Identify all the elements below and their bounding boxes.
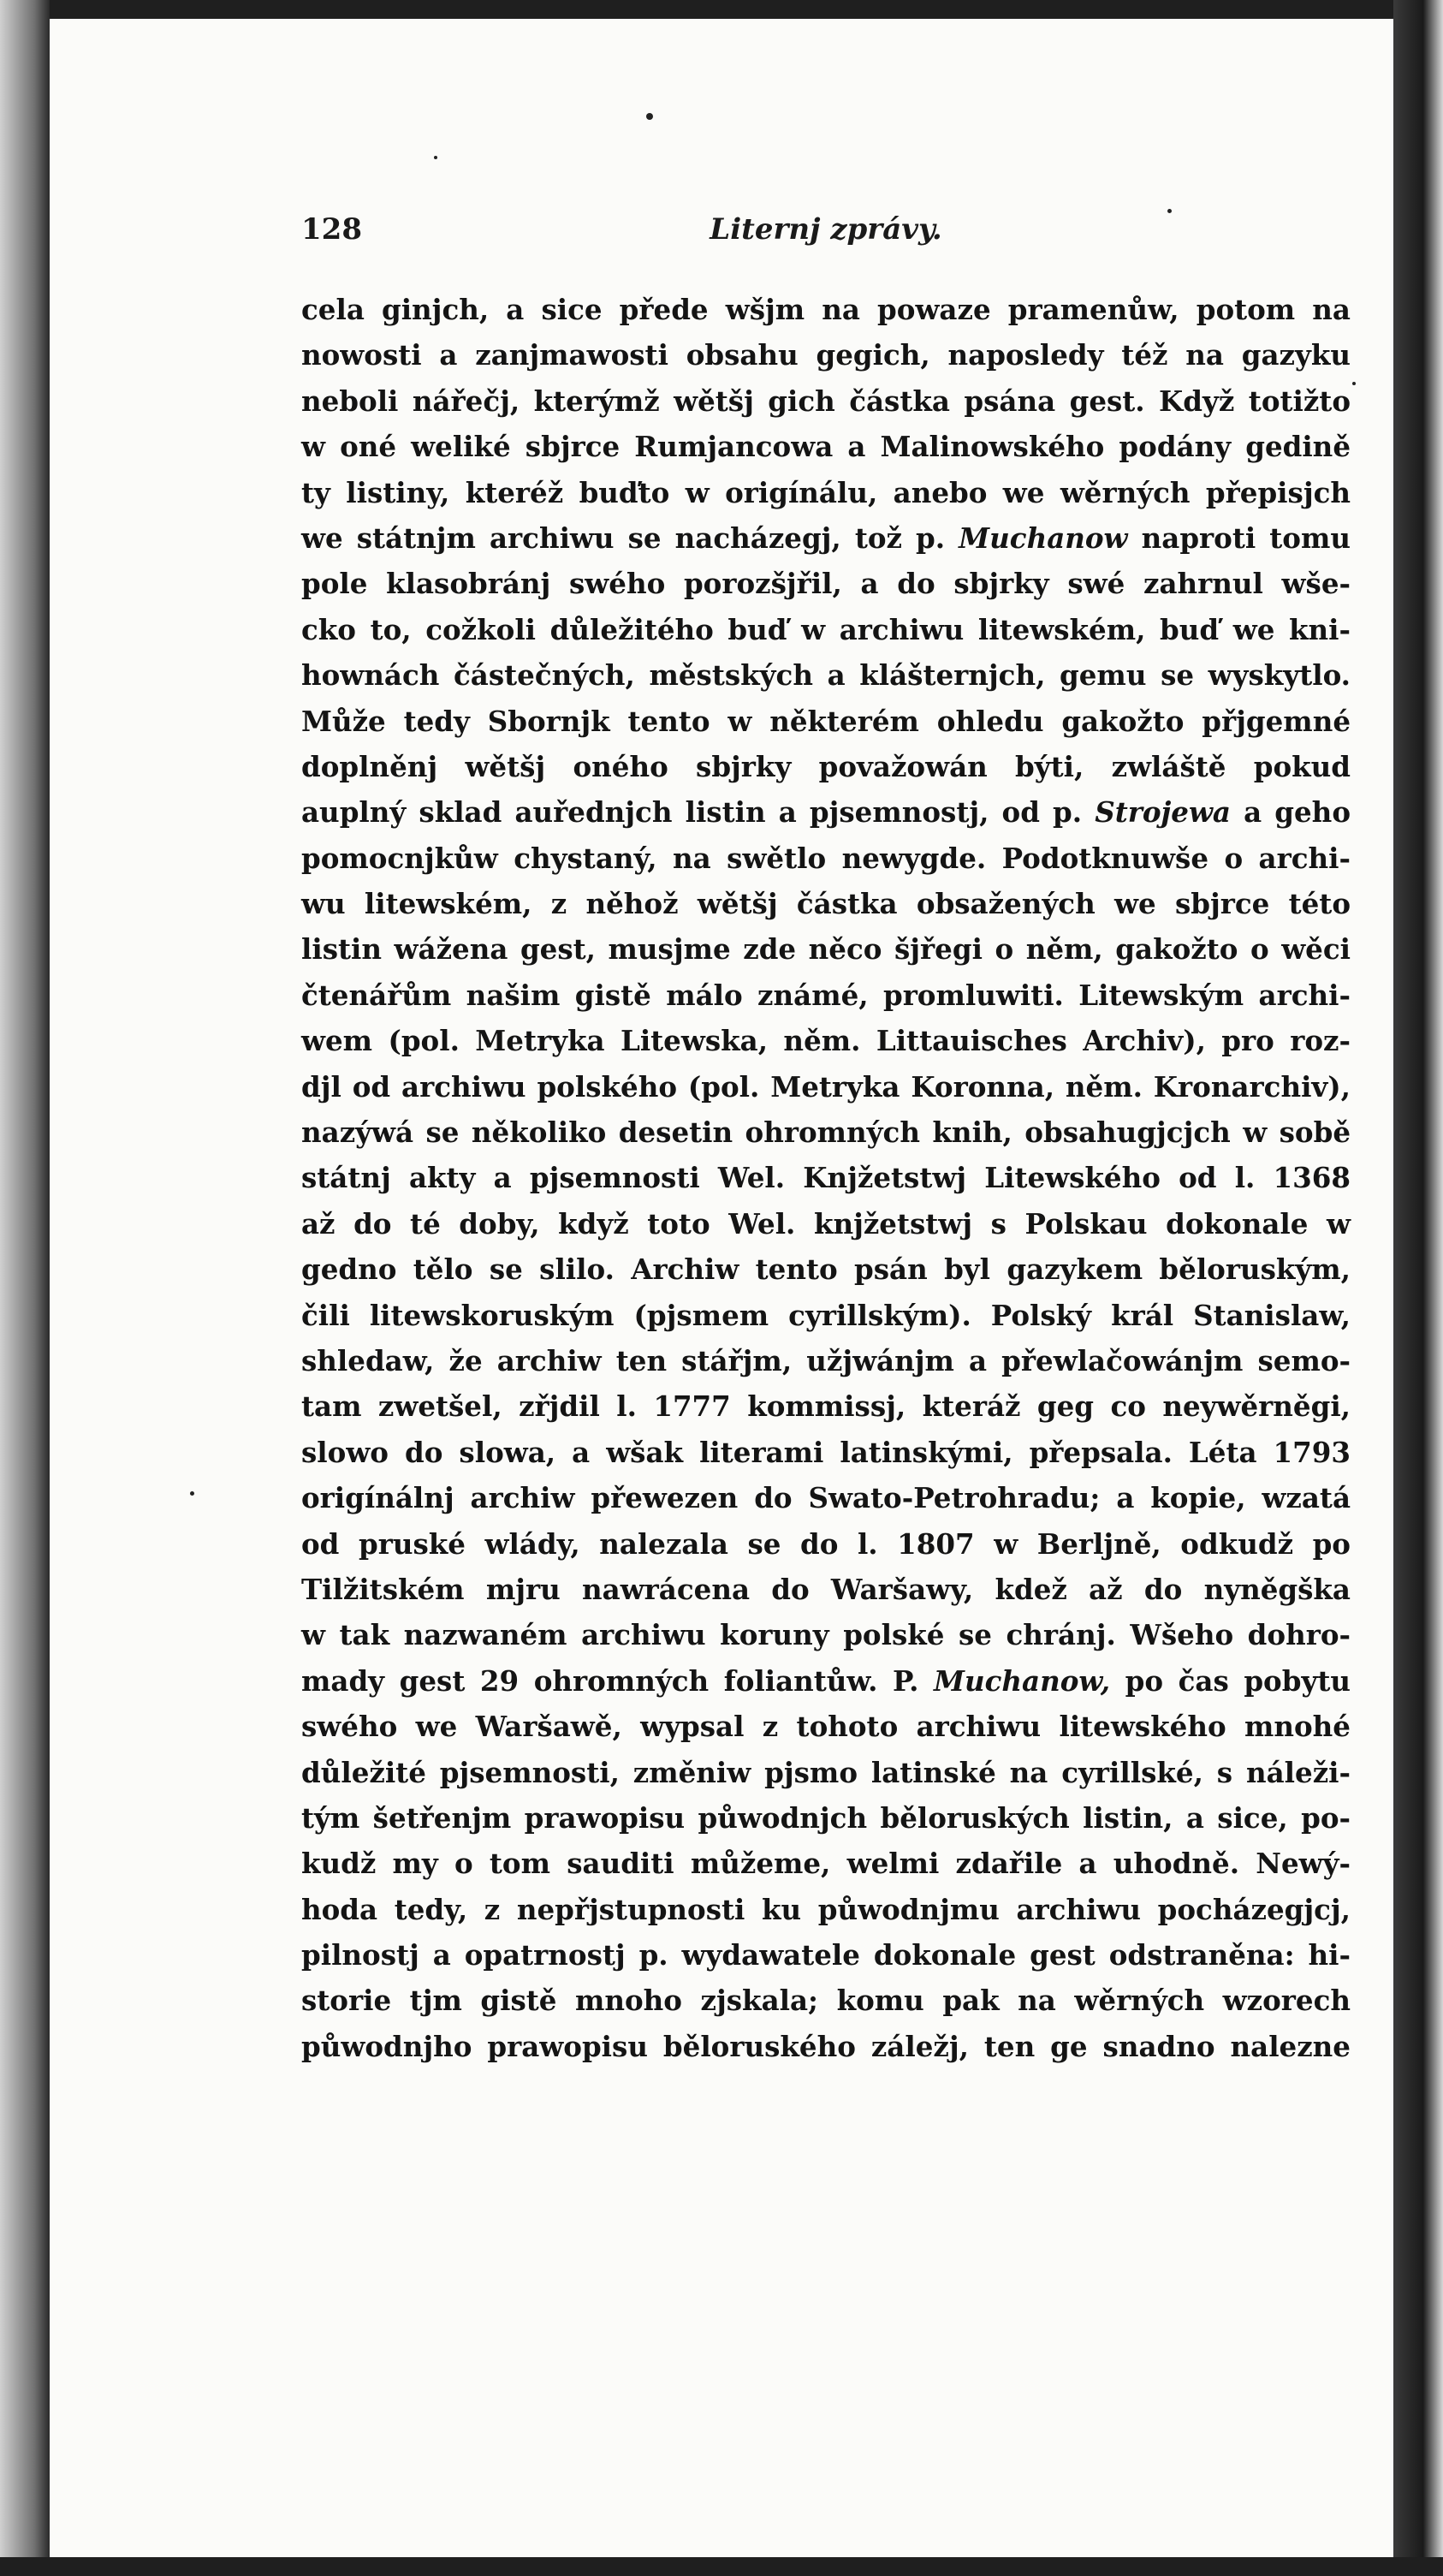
text-segment: cko to, cožkoli důležitého buď w archiwu litewském, buď we kni- bbox=[301, 612, 1351, 646]
text-segment: naproti tomu bbox=[1127, 521, 1351, 555]
text-segment: a geho bbox=[1230, 795, 1351, 830]
speck bbox=[190, 1491, 194, 1496]
text-segment: listin wážena gest, musjme zde něco šjřegi o něm, gakožto o wěci bbox=[301, 932, 1351, 967]
speck bbox=[646, 113, 653, 120]
text-segment: ty listiny, kteréž buďto w origínálu, anebo we wěrných přepisjch bbox=[301, 475, 1351, 509]
text-line bbox=[301, 1704, 1351, 1749]
text-segment: státnj akty a pjsemnosti Wel. Knjžetstwj Litewského od l. 1368 bbox=[301, 1161, 1351, 1195]
text-line bbox=[301, 1293, 1351, 1338]
text-line bbox=[301, 515, 1351, 561]
text-segment: slowo do slowa, a wšak literami latinskými, přepsala. Léta 1793 bbox=[301, 1435, 1351, 1469]
text-line bbox=[301, 1841, 1351, 1886]
text-line bbox=[301, 561, 1351, 606]
text-line bbox=[301, 1612, 1351, 1657]
text-line bbox=[301, 744, 1351, 789]
text-line bbox=[301, 424, 1351, 469]
text-line bbox=[301, 378, 1351, 424]
text-segment: storie tjm gistě mnoho zjskala; komu pak na wěrných wzorech bbox=[301, 1984, 1351, 2018]
text-line bbox=[301, 836, 1351, 881]
text-segment: kudž my o tom sauditi můžeme, welmi zdařile a uhodně. Newý- bbox=[301, 1847, 1351, 1881]
text-line bbox=[301, 1018, 1351, 1063]
text-segment: neboli nářečj, kterýmž wětšj gich částka psána gest. Když totižto bbox=[301, 384, 1351, 418]
text-segment: tým šetřenjm prawopisu půwodnjch běloruských listin, a sice, po- bbox=[301, 1800, 1351, 1835]
page-number: 128 bbox=[301, 212, 362, 247]
text-line bbox=[301, 1887, 1351, 1932]
text-segment: nazýwá se několiko desetin ohromných knih, obsahugjcjch w sobě bbox=[301, 1115, 1351, 1150]
text-segment: čili litewskoruským (pjsmem cyrillským). Polský král Stanislaw, bbox=[301, 1298, 1351, 1332]
text-segment: swého we Waršawě, wypsal z tohoto archiwu litewského mnohé bbox=[301, 1710, 1351, 1744]
text-segment: půwodnjho prawopisu běloruského záležj, ten ge snadno nalezne bbox=[301, 2029, 1351, 2063]
text-line bbox=[301, 789, 1351, 835]
text-segment: mady gest 29 ohromných foliantůw. P. bbox=[301, 1663, 934, 1698]
scan-border-left bbox=[0, 0, 50, 2576]
text-segment: cela ginjch, a sice přede wšjm na powaze pramenůw, potom na bbox=[301, 293, 1351, 326]
text-line bbox=[301, 1110, 1351, 1155]
text-line bbox=[301, 2024, 1351, 2069]
text-line bbox=[301, 1795, 1351, 1841]
text-line bbox=[301, 1246, 1351, 1292]
text-segment: we státnjm archiwu se nacházegj, tož p. bbox=[301, 521, 959, 555]
text-line bbox=[301, 881, 1351, 926]
text-segment: pilnostj a opatrnostj p. wydawatele dokonale gest odstraněna: hi- bbox=[301, 1938, 1351, 1972]
text-line bbox=[301, 1338, 1351, 1383]
text-segment: důležité pjsemnosti, změniw pjsmo latinské na cyrillské, s náleži- bbox=[301, 1755, 1351, 1789]
text-line bbox=[301, 607, 1351, 652]
text-segment: wem (pol. Metryka Litewska, něm. Littauisches Archiv), pro roz- bbox=[301, 1024, 1351, 1058]
text-segment: po čas pobytu bbox=[1110, 1663, 1351, 1698]
body-text bbox=[301, 287, 1351, 2069]
text-segment: wu litewském, z něhož wětšj částka obsažených we sbjrce této bbox=[301, 887, 1351, 921]
text-line bbox=[301, 332, 1351, 378]
text-line bbox=[301, 1155, 1351, 1200]
text-segment: shledaw, že archiw ten stářjm, užjwánjm a přewlačowánjm semo- bbox=[301, 1343, 1351, 1377]
text-line bbox=[301, 1978, 1351, 2023]
text-line bbox=[301, 1475, 1351, 1520]
text-line bbox=[301, 1430, 1351, 1475]
author-name: Strojewa bbox=[1095, 795, 1231, 830]
text-segment: origínálnj archiw přewezen do Swato-Petrohradu; a kopie, wzatá bbox=[301, 1481, 1351, 1515]
scan-border-top bbox=[0, 0, 1443, 19]
author-name: Muchanow, bbox=[934, 1663, 1111, 1698]
text-segment: nowosti a zanjmawosti obsahu gegich, naposledy též na gazyku bbox=[301, 338, 1351, 372]
text-segment: od pruské wlády, nalezala se do l. 1807 w Berljně, odkudž po bbox=[301, 1526, 1351, 1561]
text-line bbox=[301, 652, 1351, 698]
text-segment: auplný sklad auřednjch listin a pjsemnostj, od p. bbox=[301, 795, 1096, 830]
text-segment: hoda tedy, z nepřjstupnosti ku půwodnjmu archiwu pocházegjcj, bbox=[301, 1892, 1351, 1926]
text-segment: čtenářům našim gistě málo známé, promluwiti. Litewským archi- bbox=[301, 978, 1351, 1012]
author-name: Muchanow bbox=[959, 521, 1128, 555]
scan-border-right bbox=[1393, 0, 1443, 2576]
text-line bbox=[301, 287, 1351, 332]
speck bbox=[434, 156, 437, 159]
text-segment: Může tedy Sbornjk tento w některém ohledu gakožto přjgemné bbox=[301, 704, 1351, 738]
text-segment: w tak nazwaném archiwu koruny polské se chránj. Wšeho dohro- bbox=[301, 1618, 1351, 1652]
text-segment: pomocnjkůw chystaný, na swětlo newygde. Podotknuwše o archi- bbox=[301, 841, 1351, 875]
text-line bbox=[301, 973, 1351, 1018]
text-segment: až do té doby, když toto Wel. knjžetstwj s Polskau dokonale w bbox=[301, 1206, 1351, 1240]
text-segment: djl od archiwu polského (pol. Metryka Koronna, něm. Kronarchiv), bbox=[301, 1069, 1351, 1104]
text-segment: Tilžitském mjru nawrácena do Waršawy, kdež až do nyněgška bbox=[301, 1572, 1351, 1606]
text-line bbox=[301, 1658, 1351, 1704]
text-line bbox=[301, 1064, 1351, 1110]
text-line bbox=[301, 699, 1351, 744]
text-segment: pole klasobránj swého porozšjřil, a do sbjrky swé zahrnul wše- bbox=[301, 567, 1351, 601]
scan-border-bottom bbox=[0, 2557, 1443, 2576]
text-line bbox=[301, 1750, 1351, 1795]
speck bbox=[1352, 382, 1356, 385]
text-line bbox=[301, 1932, 1351, 1978]
text-segment: doplněnj wětšj oného sbjrky považowán býti, zwláště pokud bbox=[301, 749, 1351, 783]
running-title: Liternj zprávy. bbox=[710, 212, 942, 247]
text-segment: gedno tělo se slilo. Archiw tento psán byl gazykem běloruským, bbox=[301, 1252, 1351, 1287]
text-line bbox=[301, 470, 1351, 515]
page-header bbox=[301, 212, 1351, 255]
text-line bbox=[301, 926, 1351, 972]
text-segment: tam zwetšel, zřjdil l. 1777 kommissj, kteráž geg co neywěrněgi, bbox=[301, 1389, 1351, 1424]
text-segment: w oné weliké sbjrce Rumjancowa a Malinowského podány gedině bbox=[301, 430, 1351, 464]
text-line bbox=[301, 1521, 1351, 1567]
text-line bbox=[301, 1567, 1351, 1612]
text-segment: hownách částečných, městských a klášternjch, gemu se wyskytlo. bbox=[301, 658, 1351, 693]
text-line bbox=[301, 1201, 1351, 1246]
text-line bbox=[301, 1383, 1351, 1429]
